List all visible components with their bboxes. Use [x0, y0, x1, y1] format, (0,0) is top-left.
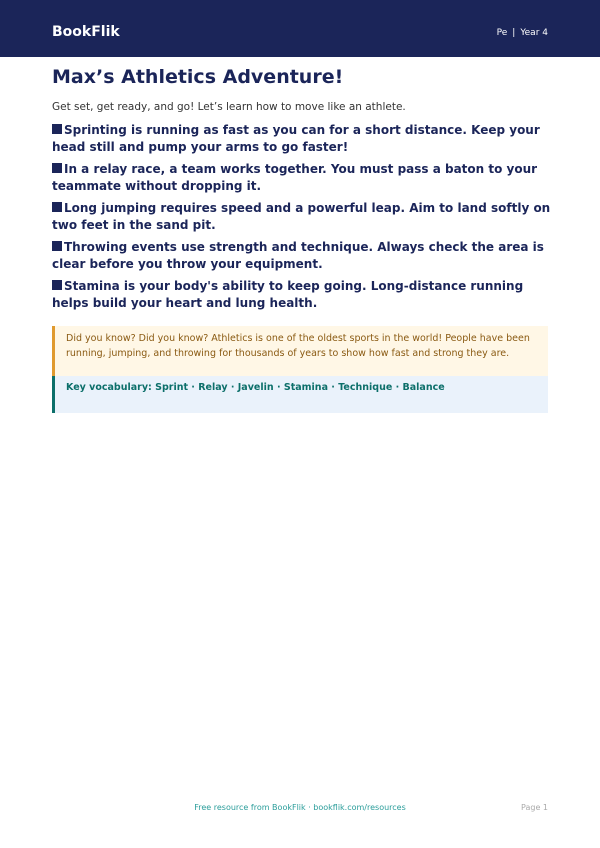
- key-point-text: Long jumping requires speed and a powerful leap. Aim to land softly on two feet in the sand pit.: [52, 201, 551, 232]
- key-point-text: Throwing events use strength and technique. Always check the area is clear before you throw your equipment.: [52, 240, 544, 271]
- square-bullet-icon: [52, 280, 62, 290]
- page-number: Page 1: [521, 803, 548, 812]
- year-label: Year 4: [520, 28, 548, 38]
- square-bullet-icon: [52, 163, 62, 173]
- key-point: [52, 161, 552, 195]
- key-point-text: In a relay race, a team works together. You must pass a baton to your teammate without dropping it.: [52, 162, 538, 193]
- footer-link[interactable]: Free resource from BookFlik · bookflik.com/resources: [194, 803, 406, 812]
- vocabulary-box: Key vocabulary: Sprint · Relay · Javelin · Stamina · Technique · Balance: [52, 376, 548, 413]
- key-point: [52, 122, 552, 156]
- key-point-text: Stamina is your body's ability to keep going. Long-distance running helps build your heart and lung health.: [52, 279, 524, 310]
- key-point: [52, 239, 552, 273]
- key-point-text: Sprinting is running as fast as you can for a short distance. Keep your head still and pump your arms to go faster!: [52, 123, 540, 154]
- page-header: [0, 0, 600, 57]
- key-point: [52, 278, 552, 312]
- meta-separator: |: [512, 28, 516, 38]
- page-title: Max’s Athletics Adventure!: [52, 66, 344, 88]
- square-bullet-icon: [52, 124, 62, 134]
- header-meta: [497, 27, 548, 39]
- brand-logo: BookFlik: [52, 24, 120, 40]
- key-point: [52, 200, 552, 234]
- square-bullet-icon: [52, 202, 62, 212]
- square-bullet-icon: [52, 241, 62, 251]
- did-you-know-box: Did you know? Did you know? Athletics is one of the oldest sports in the world! People have been running, jumping, and throwing for thousands of years to show how fast and strong they are.: [52, 326, 548, 376]
- key-points-list: [52, 122, 552, 317]
- subject-label: Pe: [496, 28, 508, 38]
- intro-text: Get set, get ready, and go! Let’s learn how to move like an athlete.: [52, 101, 406, 113]
